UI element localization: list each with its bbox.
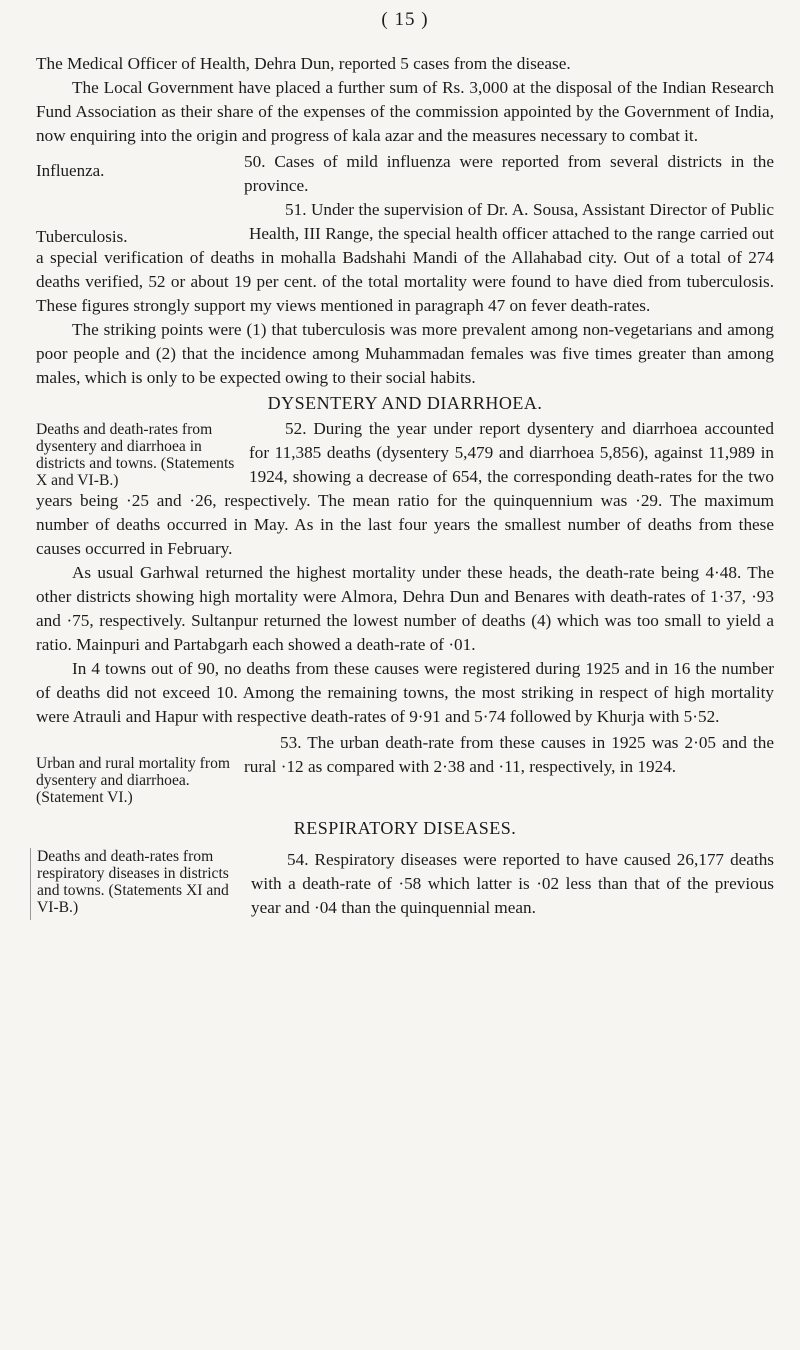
- paragraph-influenza: 50. Cases of mild influenza were reported from several districts in the province.: [244, 152, 774, 195]
- document-page: [36, 8, 774, 920]
- paragraph-garhwal: As usual Garhwal returned the highest mortality under these heads, the death-rate being 4·48. The other districts showing high mortality were Almora, Dehra Dun and Benares with death-rates of 1·37, ·93 and ·75, respectively. Sultanpur returned the lowest number of deaths (4) which was too small to yield a ratio. Mainpuri and Partabgarh each showed a death-rate of ·01.: [36, 563, 774, 654]
- side-heading-influenza: Influenza.: [36, 161, 105, 180]
- section-dysentery: [36, 417, 774, 561]
- section-urban-rural: [36, 731, 774, 806]
- side-heading-dysentery: Deaths and death-rates from dysentery and diarrhoea in districts and towns. (Statements X and VI-B.): [36, 421, 235, 489]
- heading-respiratory-diseases: RESPIRATORY DISEASES.: [293, 818, 517, 838]
- section-tuberculosis: [36, 198, 774, 318]
- section-influenza: [36, 150, 774, 198]
- paragraph-towns: In 4 towns out of 90, no deaths from these causes were registered during 1925 and in 16 the number of deaths did not exceed 10. Among the remaining towns, the most striking in respect of high mortality were Atrauli and Hapur with respective death-rates of 9·91 and 5·74 followed by Khurja with 5·52.: [36, 659, 774, 726]
- paragraph-local-government: The Local Government have placed a further sum of Rs. 3,000 at the disposal of the Indian Research Fund Association as their share of the expenses of the commission appointed by the Government of India, now enquiring into the origin and progress of kala azar and the measures necessary to combat it.: [36, 78, 774, 145]
- paragraph-urban-rural: 53. The urban death-rate from these causes in 1925 was 2·05 and the rural ·12 as compared with 2·38 and ·11, respectively, in 1924.: [244, 733, 774, 776]
- section-respiratory: [30, 848, 774, 920]
- paragraph-tuberculosis-points: The striking points were (1) that tuberculosis was more prevalent among non-vegetarians and among poor people and (2) that the incidence among Muhammadan females was five times greater than among males, which is only to be expected owing to their social habits.: [36, 320, 774, 387]
- paragraph-intro: The Medical Officer of Health, Dehra Dun, reported 5 cases from the disease.: [36, 54, 571, 73]
- side-heading-tuberculosis: Tuberculosis.: [36, 227, 128, 246]
- side-heading-urban-rural: Urban and rural mortality from dysentery and diarrhoea. (Statement VI.): [36, 755, 230, 806]
- page-number: ( 15 ): [381, 9, 429, 30]
- paragraph-respiratory: 54. Respiratory diseases were reported to have caused 26,177 deaths with a death-rate of ·58 which latter is ·02 less than that of the previous year and ·04 than the quinquennial mean.: [251, 850, 774, 917]
- side-heading-respiratory: Deaths and death-rates from respiratory diseases in districts and towns. (Statements XI and VI-B.): [37, 848, 229, 916]
- heading-dysentery-diarrhoea: DYSENTERY AND DIARRHOEA.: [267, 393, 543, 413]
- paragraph-tuberculosis: 51. Under the supervision of Dr. A. Sousa, Assistant Director of Public Health, III Range, the special health officer attached to the range carried out a special verification of deaths in mohalla Badshahi Mandi of the Allahabad city. Out of a total of 274 deaths verified, 52 or about 19 per cent. of the total mortality were found to have died from tuberculosis. These figures strongly support my views mentioned in paragraph 47 on fever death-rates.: [36, 200, 774, 315]
- paragraph-dysentery: 52. During the year under report dysentery and diarrhoea accounted for 11,385 deaths (dysentery 5,479 and diarrhoea 5,856), against 11,989 in 1924, showing a decrease of 654, the corresponding death-rates for the two years being ·25 and ·26, respectively. The mean ratio for the quinquennium was ·29. The maximum number of deaths occurred in May. As in the last four years the smallest number of deaths from these causes occurred in February.: [36, 419, 774, 558]
